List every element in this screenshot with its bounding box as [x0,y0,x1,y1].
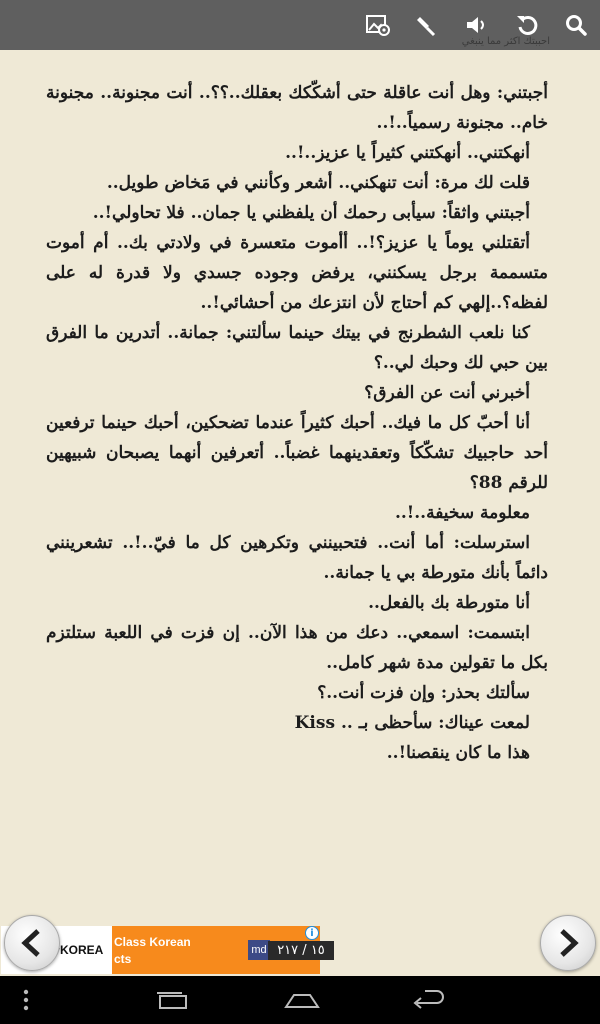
ad-tag: md [248,940,270,960]
system-nav-bar [0,976,600,1024]
book-header-title: احببتك اكثر مما ينبغي [461,36,550,47]
ad-info-icon[interactable]: i [305,926,319,940]
overflow-menu-icon[interactable] [18,988,34,1012]
paragraph: سألتك بحذر: وإن فزت أنت..؟ [317,683,530,703]
recent-apps-icon[interactable] [152,988,192,1012]
next-page-button[interactable] [540,915,596,971]
paragraph: ابتسمت: اسمعي.. دعك من هذا الآن.. إن فزت في اللعبة ستلتزم بكل ما تقولين مدة شهر كامل.. [46,623,548,673]
page-counter: ١٥ / ٢١٧ [268,941,334,960]
paragraph: أتقتلني يوماً يا عزيز؟!.. أأموت متعسرة في ولادتي بك.. أم أموت متسممة برجل يسكنني، يرفض وجوده جسدي ولا قدرة له على لفظه؟..إلهي كم أحتاج لأن انتزعك من أحشائي!.. [46,233,548,313]
prev-page-button[interactable] [4,915,60,971]
paragraph: أجبتني واثقاً: سيأبى رحمك أن يلفظني يا جمان.. فلا تحاولي!.. [92,203,530,223]
paragraph: أجبتني: وهل أنت عاقلة حتى أشكّكك بعقلك..؟؟.. أنت مجنونة.. مجنونة خام.. مجنونة رسمياً..!.. [46,83,548,133]
paragraph: معلومة سخيفة..!.. [394,503,530,523]
ad-subline: cts [114,952,132,966]
arrow-left-icon [17,928,47,958]
paragraph: كنا نلعب الشطرنج في بيتك حينما سألتني: جمانة.. أتدرين ما الفرق بين حبي لك وحبك لي..؟ [46,323,548,373]
paragraph: أخبرني أنت عن الفرق؟ [364,383,530,403]
search-icon[interactable] [560,9,592,41]
ad-headline: Class Korean [114,935,191,949]
home-icon[interactable] [280,988,324,1012]
paragraph: قلت لك مرة: أنت تنهكني.. أشعر وكأنني في مَخاض طويل.. [106,173,530,193]
gallery-settings-icon[interactable] [362,9,394,41]
back-icon[interactable] [408,988,448,1012]
paragraph: أنا أحبّ كل ما فيك.. أحبك كثيراً عندما تضحكين، أحبك حينما ترفعين أحد حاجبيك تشكّكاً وتعقدينهما غضباً.. أتعرفين أنهما يصبحان شبيهين للرقم 88؟ [46,413,548,493]
paragraph: أنهكتني.. أنهكتني كثيراً يا عزيز..!.. [285,143,530,163]
paragraph: استرسلت: أما أنت.. فتحبينني وتكرهين كل ما فيّ..!.. تشعرينني دائماً بأنك متورطة بي يا جمانة.. [46,533,548,583]
paragraph: لمعت عيناك: سأحظى بـ .. Kiss [294,713,530,733]
arrow-right-icon [553,928,583,958]
paragraph: أنا متورطة بك بالفعل.. [368,593,530,613]
ad-brand-name: KOREA [60,943,104,957]
paragraph: هذا ما كان ينقصنا!.. [386,743,530,763]
book-page-text [46,78,548,768]
